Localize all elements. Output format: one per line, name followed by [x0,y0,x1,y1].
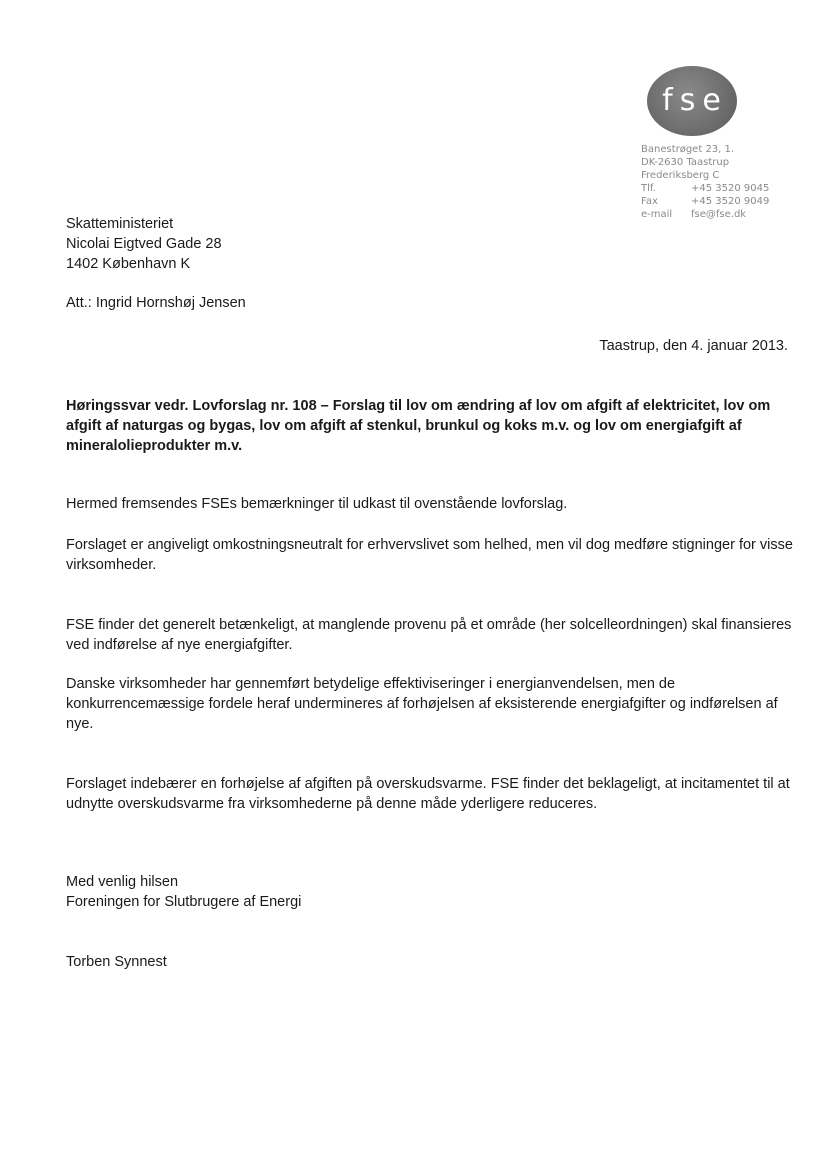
fax-label: Fax [641,196,658,207]
fax-value: +45 3520 9049 [691,196,770,207]
logo-text: fse [662,82,728,118]
recipient-street: Nicolai Eigtved Gade 28 [66,236,222,252]
attention-line: Att.: Ingrid Hornshøj Jensen [66,295,246,311]
fax-row [641,195,769,208]
email-value: fse@fse.dk [691,209,747,220]
body-paragraph: FSE finder det generelt betænkeligt, at manglende provenu på et område (her solcelleordningen) skal finansieres ved indførelse af nye energiafgifter. [66,617,792,653]
closing-greeting: Med venlig hilsen [66,874,179,890]
signer-name: Torben Synnest [66,954,167,970]
sender-area: Frederiksberg C [641,170,720,181]
body-paragraph: Danske virksomheder har gennemført betydelige effektiviseringer i energianvendelsen, men de konkurrencemæssige fordele heraf undermineres af forhøjelsen af eksisterende energiafgifter og indførelsen af nye. [66,676,778,732]
letter-subject: Høringssvar vedr. Lovforslag nr. 108 – Forslag til lov om ændring af lov om afgift af elektricitet, lov om afgift af naturgas og bygas, lov om afgift af stenkul, brunkul og koks m.v. og lov om energiafgift af mineralolieprodukter m.v. [66,398,771,454]
sender-postal: DK-2630 Taastrup [641,157,730,168]
phone-value: +45 3520 9045 [691,183,770,194]
closing-organization: Foreningen for Slutbrugere af Energi [66,894,302,910]
recipient-name: Skatteministeriet [66,216,174,232]
fse-logo [647,66,737,136]
recipient-address [66,214,222,274]
phone-row [641,182,769,195]
email-row [641,208,769,221]
sender-contact-block [641,143,769,221]
body-paragraph: Hermed fremsendes FSEs bemærkninger til udkast til ovenstående lovforslag. [66,496,568,512]
email-label: e-mail [641,209,673,220]
body-paragraph: Forslaget indebærer en forhøjelse af afgiften på overskudsvarme. FSE finder det beklageligt, at incitamentet til at udnytte overskudsvarme fra virksomhederne på denne måde yderligere reduceres. [66,776,790,812]
body-paragraph: Forslaget er angiveligt omkostningsneutralt for erhvervslivet som helhed, men vil dog medføre stigninger for visse virksomheder. [66,537,793,573]
letter-date: Taastrup, den 4. januar 2013. [599,338,788,354]
sender-street: Banestrøget 23, 1. [641,144,735,155]
recipient-city: 1402 København K [66,256,191,272]
closing-block [66,872,301,912]
phone-label: Tlf. [641,183,656,194]
